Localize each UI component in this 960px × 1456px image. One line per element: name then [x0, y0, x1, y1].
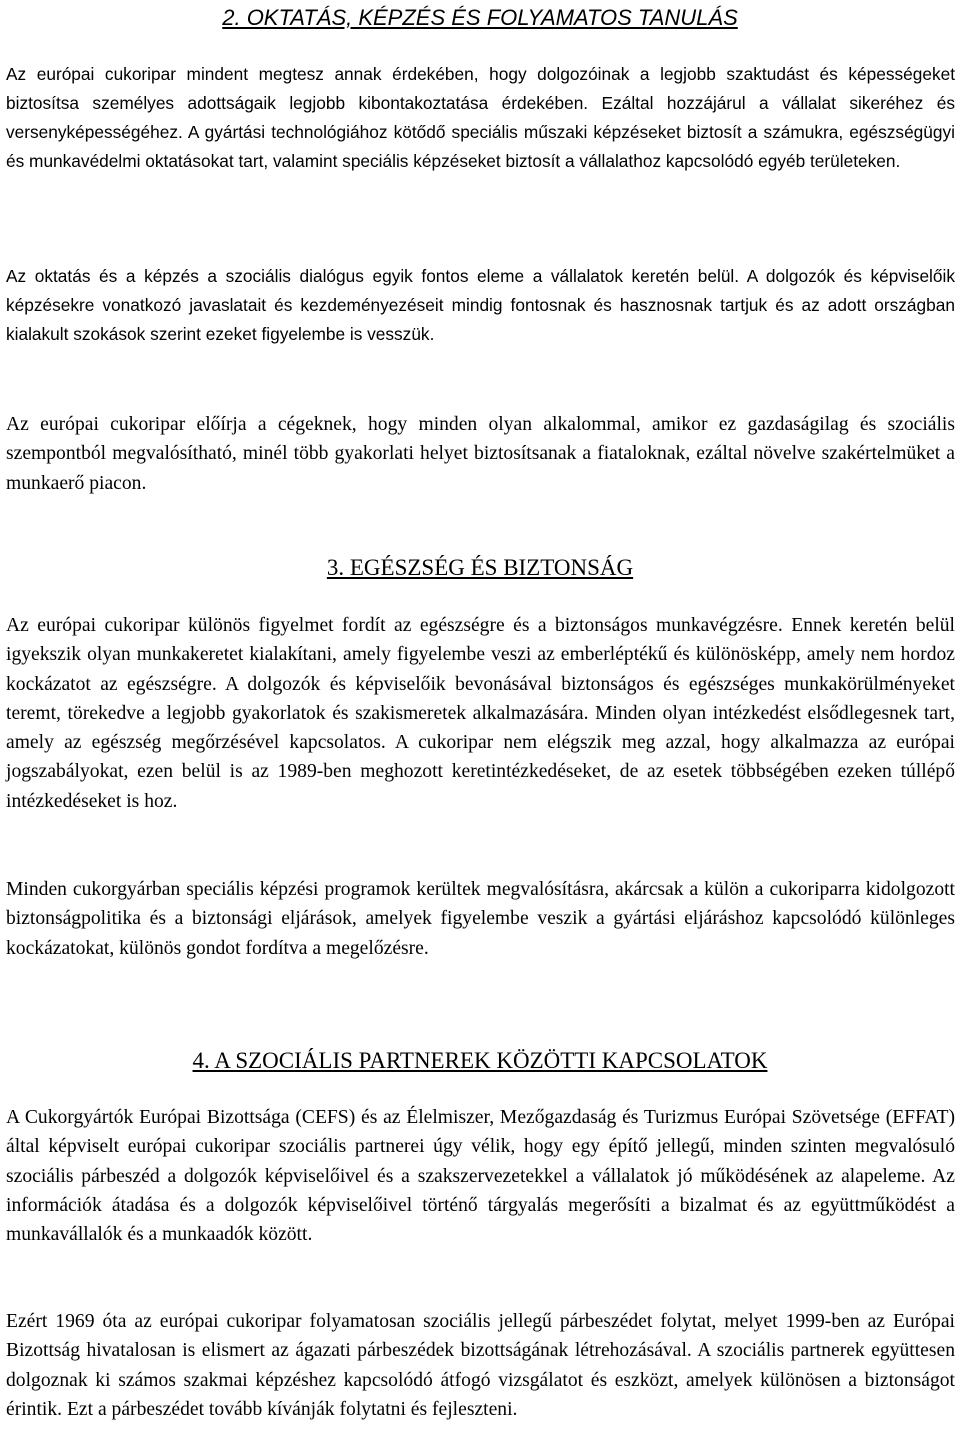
- section-3-heading: 3. EGÉSZSÉG ÉS BIZTONSÁG: [326, 555, 634, 580]
- section-2-paragraph-1: Az európai cukoripar mindent megtesz annak érdekében, hogy dolgozóinak a legjobb szaktudást és képességeket biztosítsa személyes adottságaik legjobb kibontakoztatása érdekében. Ezáltal hozzájárul a vállalat sikeréhez és versenyképességéhez. A gyártási technológiához kötődő speciális műszaki képzéseket biztosít a számukra, egészségügyi és munkavédelmi oktatásokat tart, valamint speciális képzéseket biztosít a vállalathoz kapcsolódó egyéb területeken.: [6, 64, 955, 171]
- section-2-heading: 2. OKTATÁS, KÉPZÉS ÉS FOLYAMATOS TANULÁS: [222, 5, 738, 30]
- section-2-paragraph-3: Az európai cukoripar előírja a cégeknek, hogy minden olyan alkalommal, amikor ez gazdaságilag és szociális szempontból megvalósítható, minél több gyakorlati helyet biztosítsanak a fiataloknak, ezáltal növelve szakértelmüket a munkaerő piacon.: [6, 414, 955, 494]
- section-4-heading: 4. A SZOCIÁLIS PARTNEREK KÖZÖTTI KAPCSOLATOK: [192, 1048, 768, 1073]
- section-3-paragraph-2: Minden cukorgyárban speciális képzési programok kerültek megvalósításra, akárcsak a külön a cukoriparra kidolgozott biztonságpolitika és a biztonsági eljárások, amelyek figyelembe veszik a gyártási eljáráshoz kapcsolódó különleges kockázatokat, különös gondot fordítva a megelőzésre.: [6, 879, 955, 959]
- section-4-paragraph-2: Ezért 1969 óta az európai cukoripar folyamatosan szociális jellegű párbeszédet folytat, melyet 1999-ben az Európai Bizottság hivatalosan is elismert az ágazati párbeszédek bizottságának létrehozásával. A szociális partnerek együttesen dolgoznak ki számos szakmai képzéshez kapcsolódó átfogó vizsgálatot és eszközt, amelyek különösen a biztonságot érintik. Ezt a párbeszédet tovább kívánják folytatni és fejleszteni.: [6, 1311, 955, 1420]
- section-3-paragraph-1: Az európai cukoripar különös figyelmet fordít az egészségre és a biztonságos munkavégzésre. Ennek keretén belül igyekszik olyan munkakeretet kialakítani, amely figyelembe veszi az emberléptékű és különösképp, amely nem hordoz kockázatot az egészségre. A dolgozók és képviselőik bevonásával biztonságos és egészséges munkakörülményeket teremt, törekedve a legjobb gyakorlatok és szakismeretek alkalmazására. Minden olyan intézkedést elsődlegesnek tart, amely az egészség megőrzésével kapcsolatos. A cukoripar nem elégszik meg azzal, hogy alkalmazza az európai jogszabályokat, ezen belül is az 1989-ben meghozott keretintézkedéseket, de az esetek többségében ezeken túllépő intézkedéseket is hoz.: [6, 615, 955, 812]
- section-2-paragraph-2: Az oktatás és a képzés a szociális dialógus egyik fontos eleme a vállalatok keretén belül. A dolgozók és képviselőik képzésekre vonatkozó javaslatait és kezdeményezéseit mindig fontosnak és hasznosnak tartjuk és az adott országban kialakult szokások szerint ezeket figyelembe is vesszük.: [6, 266, 955, 344]
- section-4-paragraph-1: A Cukorgyártók Európai Bizottsága (CEFS) és az Élelmiszer, Mezőgazdaság és Turizmus Európai Szövetsége (EFFAT) által képviselt európai cukoripar szociális partnerei úgy vélik, hogy egy építő jellegű, minden szinten megvalósuló szociális párbeszéd a dolgozók képviselőivel és a szakszervezetekkel a vállalatok jó működésének az alapeleme. Az információk átadása és a dolgozók képviselőivel történő tárgyalás megerősíti a bizalmat és az együttműködést a munkavállalók és a munkaadók között.: [6, 1107, 955, 1246]
